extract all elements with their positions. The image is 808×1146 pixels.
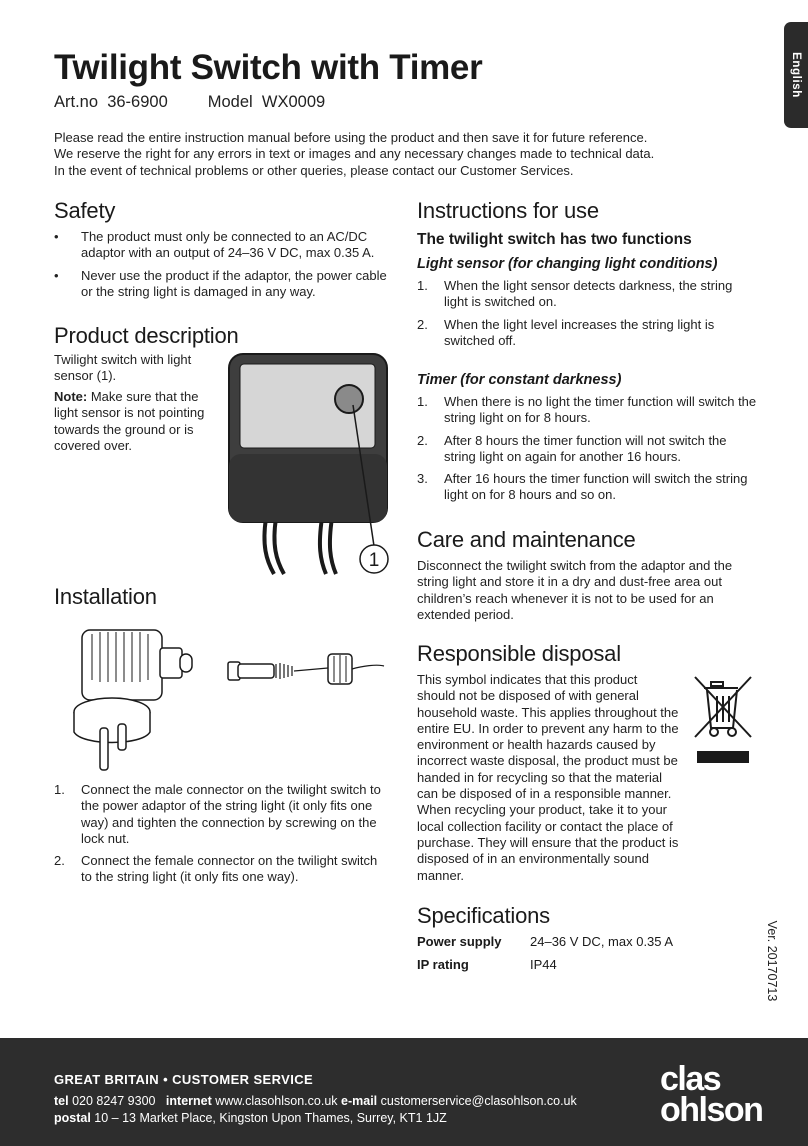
- callout-label: 1: [368, 550, 380, 571]
- timer-steps: [417, 394, 757, 510]
- weee-bin-icon: [692, 674, 754, 766]
- instructions-heading: Instructions for use: [417, 198, 599, 223]
- intro-line: We reserve the right for any errors in text or images and any necessary changes made to technical data.: [54, 146, 655, 162]
- intro-text: [54, 130, 694, 179]
- article-line: [54, 93, 325, 112]
- disposal-text: This symbol indicates that this product should not be disposed of with general household waste. This applies throughout the entire EU. In order to prevent any harm to the environment or health hazards caused by incorrect waste disposal, the product must be handed in for recycling so that the material can be disposed of in a responsible manner. When recycling your product, take it to your local collection facility or contact the place of purchase. They will ensure that the product is disposed of in an environmentally sound manner.: [417, 672, 679, 883]
- language-label: English: [790, 52, 802, 98]
- intro-line: Please read the entire instruction manual before using the product and then save it for future reference.: [54, 130, 648, 145]
- spec-label: Power supply: [417, 934, 502, 949]
- light-sensor-heading: Light sensor (for changing light conditions): [417, 256, 718, 272]
- installation-heading: Installation: [54, 584, 157, 609]
- phone-number[interactable]: 020 8247 9300: [72, 1094, 156, 1108]
- instructions-subheading: The twilight switch has two functions: [417, 231, 692, 248]
- timer-heading: Timer (for constant darkness): [417, 372, 622, 388]
- safety-list: [54, 229, 389, 306]
- note-text: Make sure that the light sensor is not pointing towards the ground or is covered over.: [54, 389, 205, 453]
- bullet-icon: •: [54, 267, 59, 283]
- intro-line: In the event of technical problems or other queries, please contact our Customer Services.: [54, 162, 574, 178]
- spec-row: [417, 934, 737, 952]
- installation-illustration: [62, 620, 392, 776]
- spec-value: 24–36 V DC, max 0.35 A: [530, 934, 674, 949]
- spec-label: IP rating: [417, 957, 469, 972]
- art-label: Art.no: [54, 93, 99, 111]
- footer-title: GREAT BRITAIN • CUSTOMER SERVICE: [54, 1072, 314, 1087]
- list-item: 2. When the light level increases the string light is switched off.: [417, 316, 715, 348]
- list-item: • Never use the product if the adaptor, the power cable or the string light is damaged in any way.: [54, 267, 387, 299]
- spec-row: [417, 957, 737, 975]
- footer-contact-line: tel 020 8247 9300 internet www.clasohlson.co.uk e-mail customerservice@clasohlson.co.uk: [54, 1094, 577, 1108]
- footer-postal-line: postal 10 – 13 Market Place, Kingston Upon Thames, Surrey, KT1 1JZ: [54, 1111, 447, 1125]
- product-note: [54, 389, 218, 454]
- list-item: 3. After 16 hours the timer function will switch the string light on for 8 hours and so on.: [417, 471, 748, 503]
- footer: [0, 1038, 808, 1146]
- list-item: • The product must only be connected to an AC/DC adaptor with an output of 24–36 V DC, max 0.35 A.: [54, 229, 375, 261]
- safety-heading: Safety: [54, 198, 116, 223]
- list-item: 2. After 8 hours the timer function will not switch the string light on again for another 16 hours.: [417, 432, 727, 464]
- postal-address: 10 – 13 Market Place, Kingston Upon Thames, Surrey, KT1 1JZ: [94, 1111, 447, 1125]
- model-number: WX0009: [261, 93, 326, 111]
- version-label: Ver. 20170713: [765, 920, 779, 1002]
- language-tab: [784, 22, 808, 128]
- care-text: Disconnect the twilight switch from the adaptor and the string light and store it in a dry and dust-free area out children’s reach whenever it is not to be used for an extended period.: [417, 558, 733, 622]
- product-description-heading: Product description: [54, 323, 239, 348]
- product-description-text: Twilight switch with light sensor (1).: [54, 352, 192, 384]
- website-link[interactable]: www.clasohlson.co.uk: [215, 1094, 338, 1108]
- model-label: Model: [207, 93, 253, 111]
- art-number: 36-6900: [107, 93, 168, 111]
- care-heading: Care and maintenance: [417, 527, 636, 552]
- installation-steps: [54, 782, 389, 892]
- clas-ohlson-logo: clas ohlson: [660, 1060, 763, 1129]
- list-item: 1. When there is no light the timer function will switch the string light on for 8 hours.: [417, 394, 757, 426]
- disposal-heading: Responsible disposal: [417, 641, 621, 666]
- list-item: 2. Connect the female connector on the twilight switch to the string light (it only fits one way).: [54, 853, 378, 885]
- page-title: Twilight Switch with Timer: [54, 48, 483, 87]
- note-label: Note:: [54, 389, 88, 404]
- list-item: 1. When the light sensor detects darkness, the string light is switched on.: [417, 278, 733, 310]
- bullet-icon: •: [54, 229, 59, 244]
- light-sensor-steps: [417, 278, 757, 355]
- list-item: 1. Connect the male connector on the twilight switch to the power adaptor of the string light (it only fits one way) and tighten the connection by screwing on the lock nut.: [54, 782, 381, 846]
- email-link[interactable]: customerservice@clasohlson.co.uk: [380, 1094, 577, 1108]
- twilight-switch-illustration: [222, 350, 394, 578]
- specifications-heading: Specifications: [417, 903, 550, 928]
- spec-value: IP44: [530, 957, 557, 972]
